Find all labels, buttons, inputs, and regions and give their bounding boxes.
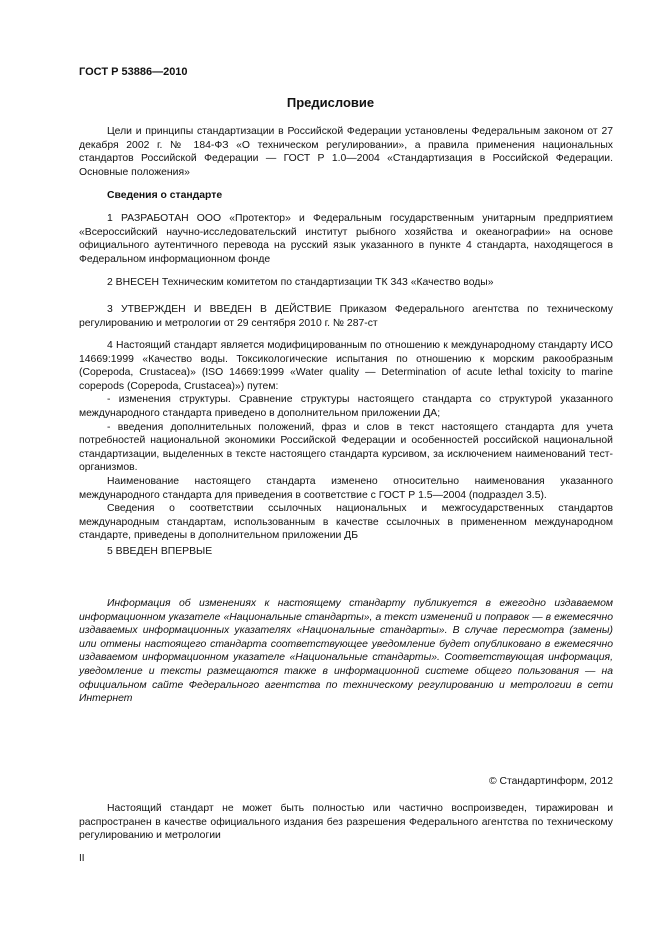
copyright: © Стандартинформ, 2012 <box>488 776 613 787</box>
item-4: 4 Настоящий стандарт является модифицированным по отношению к международному стандарту ИСО 14669:1999 «Качество воды. Токсикологические испытания по отношению к морским ракообразным (Copepoda, Crustacea)» (ISO 14669:1999 «Water quality — Determination of acute lethal toxicity to marine copepods (Copepoda, Crustacea)») путем: <box>79 340 613 392</box>
page-title: Предисловие <box>286 95 375 110</box>
item-3-block <box>79 303 613 330</box>
item-3: 3 УТВЕРЖДЕН И ВВЕДЕН В ДЕЙСТВИЕ Приказом Федерального агентства по техническому регулированию и метрологии от 29 сентября 2010 г. № 287-ст <box>79 304 613 329</box>
item-1: 1 РАЗРАБОТАН ООО «Протектор» и Федеральным государственным унитарным предприятием «Всероссийский научно-исследовательский институт рыбного хозяйства и океанографии» на основе официального аутентичного перевода на русский язык указанного в пункте 4 стандарта, находящегося в Федеральном информационном фонде <box>79 213 613 265</box>
notice-block <box>79 597 613 706</box>
notice-paragraph: Информация об изменениях к настоящему стандарту публикуется в ежегодно издаваемом информационном указателе «Национальные стандарты», а текст изменений и поправок — в ежемесячно издаваемых информационных указателях «Национальные стандарты». В случае пересмотра (замены) или отмены настоящего стандарта соответствующее уведомление будет опубликовано в ежемесячно издаваемом информационном указателе «Национальные стандарты». Соответствующая информация, уведомление и тексты размещаются также в информационной системе общего пользования — на официальном сайте Федерального агентства по техническому регулированию и метрологии в сети Интернет <box>79 598 613 705</box>
intro-paragraph: Цели и принципы стандартизации в Российской Федерации установлены Федеральным законом от 27 декабря 2002 г. № 184-ФЗ «О техническом регулировании», а правила применения национальных стандартов Российской Федерации — ГОСТ Р 1.0—2004 «Стандартизация в Российской Федерации. Основные положения» <box>79 126 613 178</box>
item-4-paragraph-3: Сведения о соответствии ссылочных национальных и межгосударственных стандартов международным стандартам, использованным в качестве ссылочных в примененном международном стандарте, приведены в дополнительном приложении ДБ <box>79 503 613 542</box>
item-4-paragraph-2: Наименование настоящего стандарта изменено относительно наименования указанного международного стандарта для приведения в соответствие с ГОСТ Р 1.5—2004 (подраздел 3.5). <box>79 475 613 501</box>
rights-block <box>79 802 613 843</box>
intro-block <box>79 125 613 179</box>
item-5-block <box>79 545 613 559</box>
item-4-bullet-1: - изменения структуры. Сравнение структуры настоящего стандарта со структурой указанного международного стандарта приведено в дополнительном приложении ДА; <box>79 394 613 419</box>
page-number: II <box>79 853 85 864</box>
item-2: 2 ВНЕСЕН Техническим комитетом по стандартизации ТК 343 «Качество воды» <box>107 277 494 288</box>
info-heading: Сведения о стандарте <box>107 190 223 201</box>
item-5: 5 ВВЕДЕН ВПЕРВЫЕ <box>107 546 213 557</box>
info-heading-block <box>79 189 613 203</box>
item-1-block <box>79 212 613 266</box>
rights-paragraph: Настоящий стандарт не может быть полностью или частично воспроизведен, тиражирован и распространен в качестве официального издания без разрешения Федерального агентства по техническому регулированию и метрологии <box>79 803 613 842</box>
item-4-bullet-2: - введения дополнительных положений, фраз и слов в текст настоящего стандарта для учета потребностей национальной экономики Российской Федерации и особенностей российской национальной стандартизации, выделенных в тексте настоящего стандарта курсивом, за исключением наименований тест-организмов. <box>79 421 613 474</box>
document-header: ГОСТ Р 53886—2010 <box>79 66 188 78</box>
item-2-block <box>79 276 613 290</box>
copyright-block <box>79 775 613 789</box>
item-4-block <box>79 339 613 543</box>
